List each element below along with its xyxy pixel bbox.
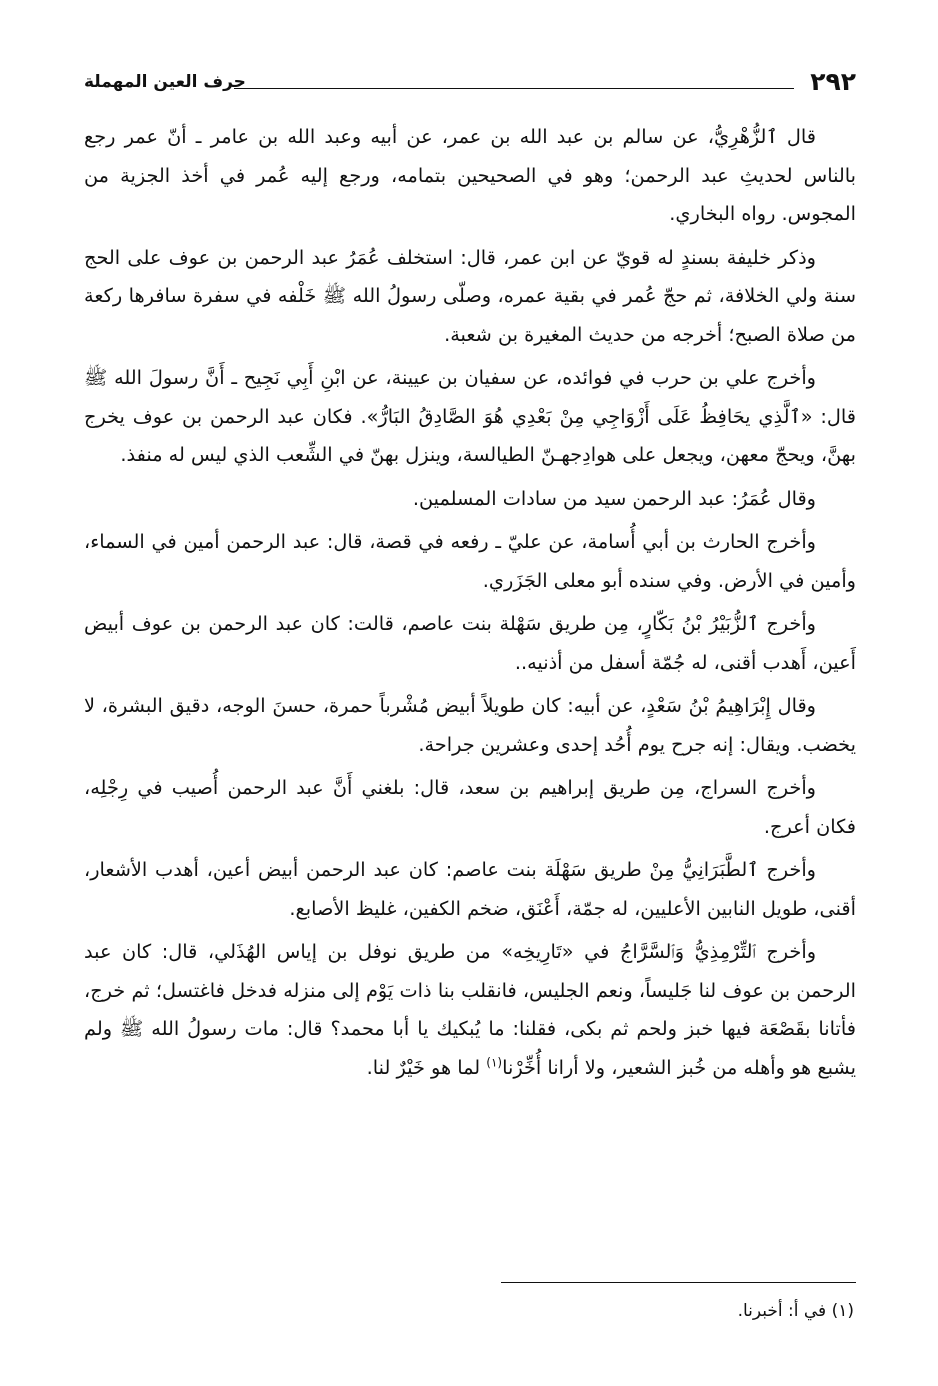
paragraph-last (84, 933, 856, 1087)
paragraph: وأخرج السراج، مِن طريق إبراهيم بن سعد، قال: بلغني أَنَّ عبد الرحمن أُصيب في رِجْلِه، فكان أعرج. (84, 776, 856, 838)
paragraph: قال ٱلزُّهْرِيُّ، عن سالم بن عبد الله بن عمر، عن أبيه وعبد الله بن عامر ـ أنّ عمر رجع بالناس لحديثِ عبد الرحمن؛ وهو في الصحيحين بتمامه، ورجع إليه عُمر في أخذ الجزية من المجوس. رواه البخاري. (84, 125, 856, 225)
footnote-separator (501, 1282, 856, 1283)
page-number: ٢٩٢ (810, 67, 856, 96)
header-rule (234, 88, 794, 89)
paragraph: وأخرج الحارث بن أبي أُسامة، عن عليّ ـ رفعه في قصة، قال: عبد الرحمن أمين في السماء، وأمين في الأرض. وفي سنده أبو معلى الجَزَري. (84, 530, 856, 592)
paragraph: وقال عُمَرُ: عبد الرحمن سيد من سادات المسلمين. (412, 486, 816, 510)
body-text (84, 118, 856, 1092)
paragraph: وأخرج ٱلزُّبَيْرُ بْنُ بَكّارٍ، مِن طريق سَهْلة بنت عاصم، قالت: كان عبد الرحمن بن عوف أبيض أَعين، أَهدب أقنى، له جُمّة أسفل من أذنيه.. (84, 612, 856, 674)
paragraph-text: لما هو خَيْرٌ لنا. (366, 1055, 487, 1079)
chapter-title: حرف العين المهملة (84, 72, 246, 92)
paragraph: وأخرج علي بن حرب في فوائده، عن سفيان بن عيينة، عن ابْنِ أَبِي نَجِيح ـ أَنَّ رسولَ الله ﷺ قال: «ٱلَّذِي يحَافِظُ عَلَى أَزْوَاجِي مِنْ بَعْدِي هُوَ الصَّادِقُ البَارُّ». فكان عبد الرحمن بن عوف يخرج بهنَّ، ويحجّ معهن، ويجعل على هوادِجهـنّ الطيالسة، وينزل بهنّ في الشِّعب الذي ليس له منفذ. (84, 366, 856, 466)
paragraph-text: وأخرج ٱلتِّرْمِذِيُّ وَٱلسَّرَّاجُ في «تَارِيخِه» من طريق نوفل بن إياس الهُذَلي، قال: كان عبد الرحمن بن عوف لنا جَليساً، ونعم الجليس، فانقلب بنا ذات يَوْم إلى منزله فدخل فاغتسل؛ ثم خرج، فأتانا بقَصْعَة فيها خبز ولحم ثم بكى، فقلنا: ما يُبكيك يا أبا محمد؟ قال: مات رسولُ الله ﷺ ولم يشبع هو وأهله من خُبز الشعير، ولا أرانا أُخِّرْنا (84, 940, 856, 1079)
footnote-reference[interactable]: (١) (486, 1055, 503, 1070)
footnote: (١) في أ: أخبرنا. (737, 1301, 854, 1321)
paragraph: وذكر خليفة بسندٍ له قويّ عن ابن عمر، قال: استخلف عُمَرُ عبد الرحمن بن عوف على الحج سنة ولي الخلافة، ثم حجّ عُمر في بقية عمره، وصلّى رسولُ الله ﷺ خَلْفه في سفرة سافرها ركعة من صلاة الصبح؛ أخرجه من حديث المغيرة بن شعبة. (84, 245, 856, 346)
paragraph: وقال إِبْرَاهِيمُ بْنُ سَعْدٍ، عن أبيه: كان طويلاً أبيض مُشْرباً حمرة، حسنَ الوجه، دقيق البشرة، لا يخضب. ويقال: إنه جرح يوم أُحُد إحدى وعشرين جراحة. (84, 694, 856, 756)
running-header (84, 62, 856, 102)
paragraph: وأخرج ٱلطَّبَرَانِيُّ مِنْ طريق سَهْلَة بنت عاصم: كان عبد الرحمن أبيض أعين، أهدب الأشعار، أقنى، طويل النابين الأعليين، له جمّة، أَعْنَق، ضخم الكفين، غليظ الأصابع. (84, 858, 856, 920)
footnotes (84, 1294, 854, 1328)
